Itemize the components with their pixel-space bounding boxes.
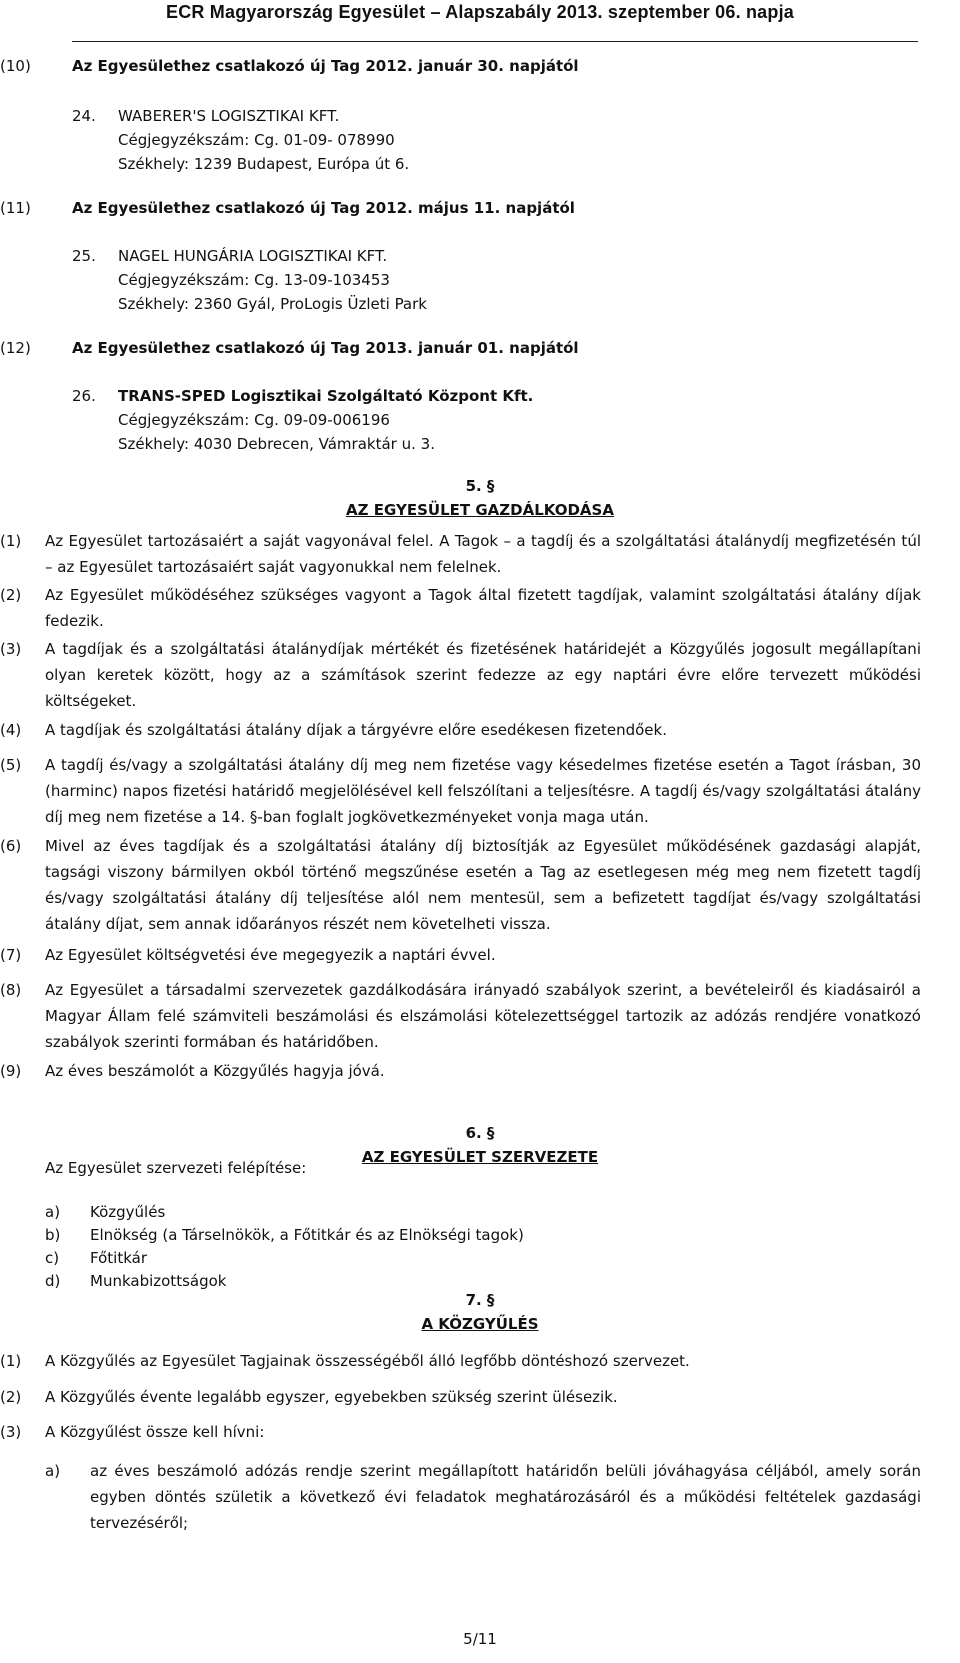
para-text: A Közgyűlés évente legalább egyszer, egyebekben szükség szerint ülésezik. [45,1388,618,1406]
member-name: NAGEL HUNGÁRIA LOGISZTIKAI KFT. [118,247,388,265]
member-seat: Székhely: 4030 Debrecen, Vámraktár u. 3. [118,435,435,453]
para-number: (9) [0,1062,22,1080]
para-text: Az Egyesület költségvetési éve megegyezik a naptári évvel. [45,946,496,964]
list-letter: c) [45,1249,60,1267]
para-text: Mivel az éves tagdíjak és a szolgáltatási átalány díj biztosítják az Egyesület működésének gazdasági alapját, tagsági viszony bármilyen okból történő megszűnése esetén a Tag az esetlegesen még meg nem fizetett tagdíj és/vagy szolgáltatási átalány díj teljesítése alól nem mentesül, sem a befizetett tagdíjat és/vagy szolgáltatási átalány díjat, sem annak időarányos részét nem követelheti vissza. [45,837,921,933]
member-name: TRANS-SPED Logisztikai Szolgáltató Központ Kft. [118,387,534,405]
member-number: (11) [0,199,31,217]
member-number: (10) [0,57,31,75]
para-number: (6) [0,837,22,855]
para-text: A tagdíj és/vagy a szolgáltatási átalány díj meg nem fizetése vagy késedelmes fizetése esetén a Tagot írásban, 30 (harminc) napos fizetési határidő megjelölésével kell felszólítani a teljesítésre. A tagdíj és/vagy szolgáltatási átalány díj meg nem fizetése a 14. §-ban foglalt jogkövetkezményeket vonja maga után. [45,756,921,826]
member-heading: Az Egyesülethez csatlakozó új Tag 2012. január 30. napjától [72,57,579,75]
member-number: (12) [0,339,31,357]
para-number: (3) [0,1423,22,1441]
section-number: 6. § [465,1124,495,1142]
member-seat: Székhely: 1239 Budapest, Európa út 6. [118,155,410,173]
para-number: (2) [0,1388,22,1406]
header-rule [72,41,918,42]
list-item: Közgyűlés [90,1203,166,1221]
list-item: az éves beszámoló adózás rendje szerint megállapított határidőn belüli jóváhagyása céljából, amely során egyben döntés születik a következő évi feladatok meghatározásáról és a működési feltételek gazdasági tervezéséről; [90,1462,921,1532]
list-letter: a) [45,1203,61,1221]
list-letter: d) [45,1272,61,1290]
list-letter: b) [45,1226,61,1244]
para-text: A tagdíjak és a szolgáltatási átalánydíjak mértékét és fizetésének határidejét a Közgyűlés jogosult megállapítani olyan keretek között, hogy az a számítások szerint fedezze az egy naptári évre előre tervezett működési költségeket. [45,640,921,710]
list-item: Elnökség (a Társelnökök, a Főtitkár és az Elnökségi tagok) [90,1226,524,1244]
para-text: Az éves beszámolót a Közgyűlés hagyja jóvá. [45,1062,385,1080]
para-number: (1) [0,1352,22,1370]
list-item: Főtitkár [90,1249,147,1267]
member-reg: Cégjegyzékszám: Cg. 13-09-103453 [118,271,390,289]
member-reg: Cégjegyzékszám: Cg. 09-09-006196 [118,411,390,429]
member-name: WABERER'S LOGISZTIKAI KFT. [118,107,340,125]
para-text: Az Egyesület a társadalmi szervezetek gazdálkodására irányadó szabályok szerint, a bevételeiről és kiadásairól a Magyar Állam felé számviteli beszámolási és elszámolási kötelezettséggel tartozik az adózás rendjére vonatkozó szabályok szerinti formában és határidőben. [45,981,921,1051]
member-heading: Az Egyesülethez csatlakozó új Tag 2012. május 11. napjától [72,199,575,217]
member-index: 25. [72,247,96,265]
para-number: (5) [0,756,22,774]
section-number: 5. § [465,477,495,495]
para-number: (7) [0,946,22,964]
list-letter: a) [45,1462,61,1480]
page-number: 5/11 [463,1630,497,1648]
section-number: 7. § [465,1291,495,1309]
para-text: A Közgyűlés az Egyesület Tagjainak összességéből álló legfőbb döntéshozó szervezet. [45,1352,690,1370]
section-title: AZ EGYESÜLET SZERVEZETE [361,1148,599,1166]
para-number: (1) [0,532,22,550]
member-index: 24. [72,107,96,125]
para-number: (2) [0,586,22,604]
para-text: A tagdíjak és szolgáltatási átalány díjak a tárgyévre előre esedékesen fizetendőek. [45,721,667,739]
section-title: A KÖZGYŰLÉS [421,1315,539,1333]
section-intro: Az Egyesület szervezeti felépítése: [45,1159,307,1177]
member-reg: Cégjegyzékszám: Cg. 01-09- 078990 [118,131,395,149]
para-number: (4) [0,721,22,739]
para-number: (8) [0,981,22,999]
section-title: AZ EGYESÜLET GAZDÁLKODÁSA [346,501,614,519]
member-seat: Székhely: 2360 Gyál, ProLogis Üzleti Park [118,295,427,313]
member-heading: Az Egyesülethez csatlakozó új Tag 2013. január 01. napjától [72,339,579,357]
member-index: 26. [72,387,96,405]
para-text: Az Egyesület tartozásaiért a saját vagyonával felel. A Tagok – a tagdíj és a szolgáltatási átalánydíj megfizetésén túl – az Egyesület tartozásaiért saját vagyonukkal nem felelnek. [45,532,921,576]
para-text: Az Egyesület működéséhez szükséges vagyont a Tagok által fizetett tagdíjak, valamint szolgáltatási átalány díjak fedezik. [45,586,921,630]
page-header: ECR Magyarország Egyesület – Alapszabály 2013. szeptember 06. napja [166,2,794,22]
list-item: Munkabizottságok [90,1272,227,1290]
para-text: A Közgyűlést össze kell hívni: [45,1423,265,1441]
para-number: (3) [0,640,22,658]
